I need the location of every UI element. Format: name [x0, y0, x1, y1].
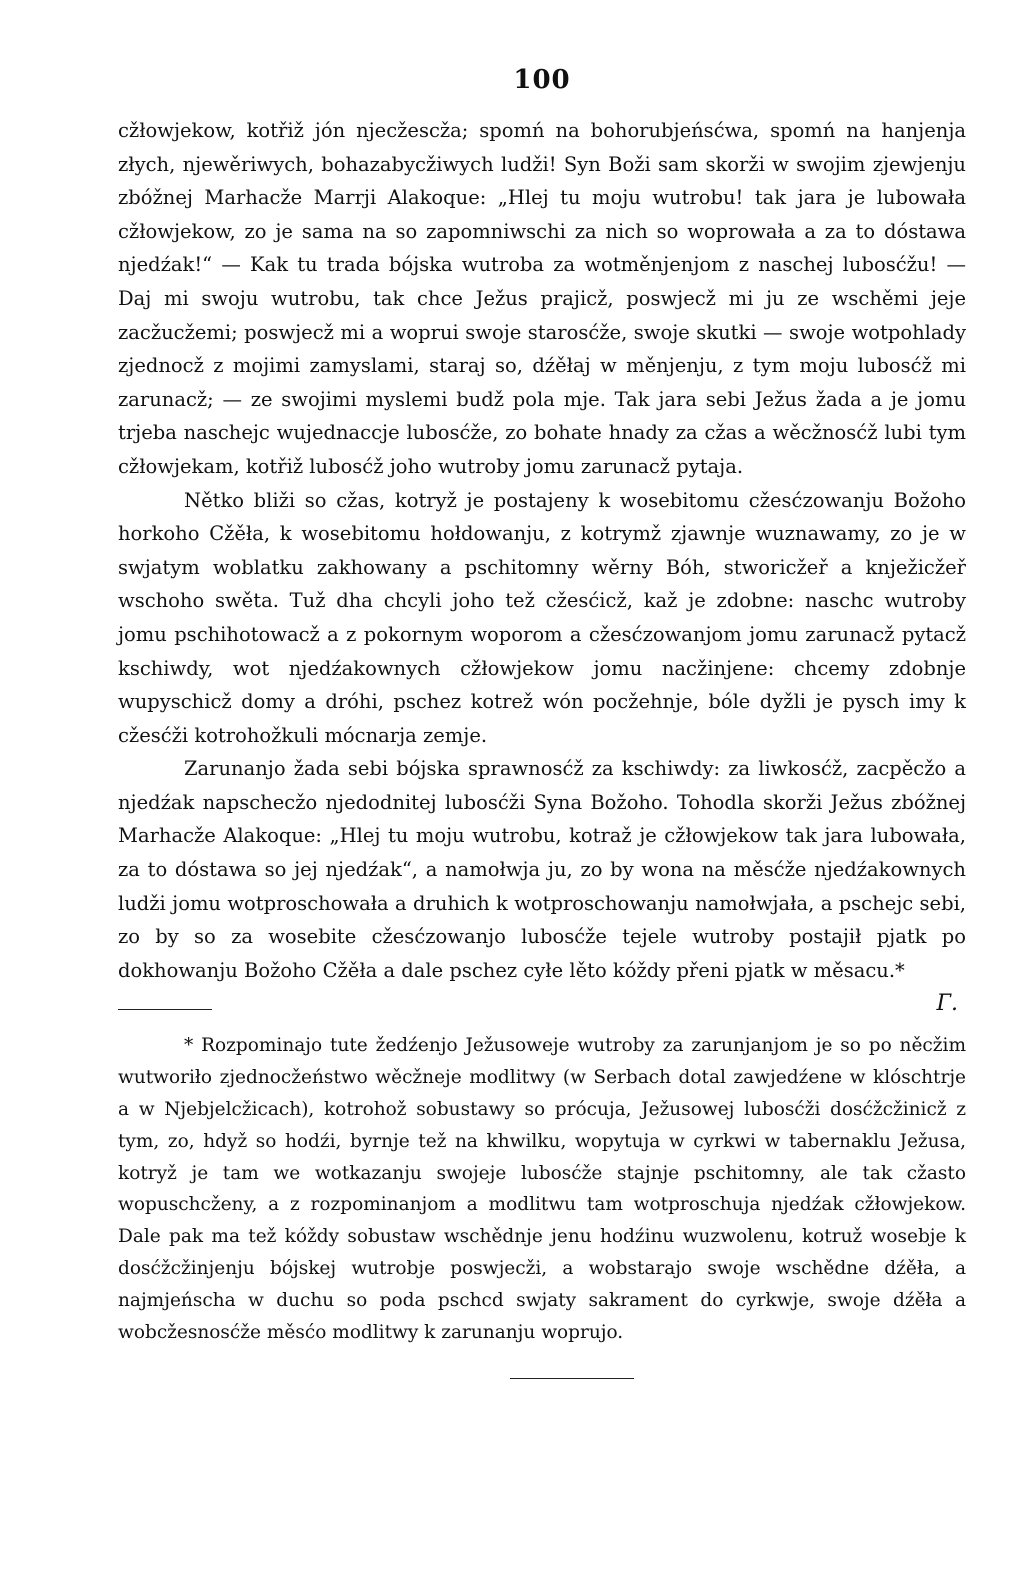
document-page	[118, 60, 966, 1379]
footnote: * Rozpominajo tute žedźenjo Ježusoweje wutroby za zarunjanjom je so po něcžim wutworiło zjednocžeństwo wěcžneje modlitwy (w Serbach dotal zawjedźene w klóschtrje a w Njebjelcžicach), kotrohož sobustawy so prócuja, Ježusowej lubosćži dosćžcžinicž z tym, zo, hdyž so hodźi, byrnje tež na khwilku, wopytuja w cyrkwi w tabernaklu Ježusa, kotryž je tam we wotkazanju swojeje lubosćže stajnje pschitomny, ale tak cžasto wopuschcženy, a z rozpominanjom a modlitwu tam wotproschuja njedźak cžłowjekow. Dale pak ma tež kóždy sobustaw wschědnje jenu hodźinu wuzwolenu, kotruž wosebje k dosćžcžinjenju bójskej wutrobje poswjecži, a wobstarajo swoje wschědne dźěła, a najmjeńscha w duchu so poda pschcd swjaty sakrament do cyrkwje, swoje dźěła a wobcžesnosćže měsćo modlitwy k zarunanju woprujo.	[118, 1035, 966, 1343]
footnote-divider	[118, 1009, 212, 1010]
paragraph-3-text: Zarunanjo žada sebi bójska sprawnosćž za kschiwdy: za liwkosćž, zacpěcžo a njedźak napschecžo njedodnitej lubosćži Syna Božoho. Tohodla skorži Ježus zbóžnej Marhacže Alakoque: „Hlej tu moju wutrobu, kotraž je cžłowjekow tak jara lubowała, za to dóstawa so jej njedźak“, a namołwja ju, zo by wona na měsćže njedźakownych ludži jomu wotproschowała a druhich k wotproschowanju namołwjała, a pschejc sebi, zo by so za wosebite cžesćzowanjo lubosćže tejele wutroby postajił pjatk po dokhowanju Božoho Cžěła a dale pschez cyłe lěto kóždy přeni pjatk w měsacu.*	[118, 757, 966, 982]
end-rule	[510, 1378, 634, 1379]
page-number: 100	[513, 65, 571, 95]
paragraph-3	[118, 752, 966, 1017]
paragraph-1: cžłowjekow, kotřiž jón njecžescža; spomń na bohorubjeńsćwa, spomń na hanjenja złych, njewěriwych, bohazabycžiwych ludži! Syn Boži sam skorži w swojim zjewjenju zbóžnej Marhacže Marrji Alakoque: „Hlej tu moju wutrobu! tak jara je lubowała cžłowjekow, zo je sama na so zapomniwschi za nich so woprowała a za to dóstawa njedźak!“ — Kak tu trada bójska wutroba za wotměnjenjom z naschej lubosćžu! — Daj mi swoju wutrobu, tak chce Ježus prajicž, poswjecž mi ju ze wschěmi jeje zacžucžemi; poswjecž mi a woprui swoje starosćže, swoje skutki — swoje wotpohlady zjednocž z mojimi zamyslami, staraj so, dźěłaj w měnjenju, z tym moju lubosćž mi zarunacž; — ze swojimi myslemi budž pola mje. Tak jara sebi Ježus žada a je jomu trjeba naschejc wujednaccje lubosćže, zo bohate hnady za cžas a wěcžnosćž lubi tym cžłowjekam, kotřiž lubosćž joho wutroby jomu zarunacž pytaja.	[118, 119, 966, 478]
author-signature: Г.	[936, 991, 958, 1017]
paragraph-2: Nětko bliži so cžas, kotryž je postajeny k wosebitomu cžesćzowanju Božoho horkoho Cžěła, k wosebitomu hołdowanju, z kotrymž zjawnje wuznawamy, zo je w swjatym woblatku zakhowany a pschitomny wěrny Bóh, stworicžeř a knježicžeř wschoho swěta. Tuž dha chcyli joho tež cžesćicž, kaž je zdobne: naschc wutroby jomu pschihotowacž a z pokornym woporom a cžesćzowanjom jomu zarunacž pytacž kschiwdy, wot njedźakownych cžłowjekow jomu nacžinjene: chcemy zdobnje wupyschicž domy a dróhi, pschez kotrež wón pocžehnje, bóle dyžli je pysch imy k cžesćži kotrohožkuli mócnarja zemje.	[118, 488, 966, 747]
main-text	[118, 114, 966, 1017]
